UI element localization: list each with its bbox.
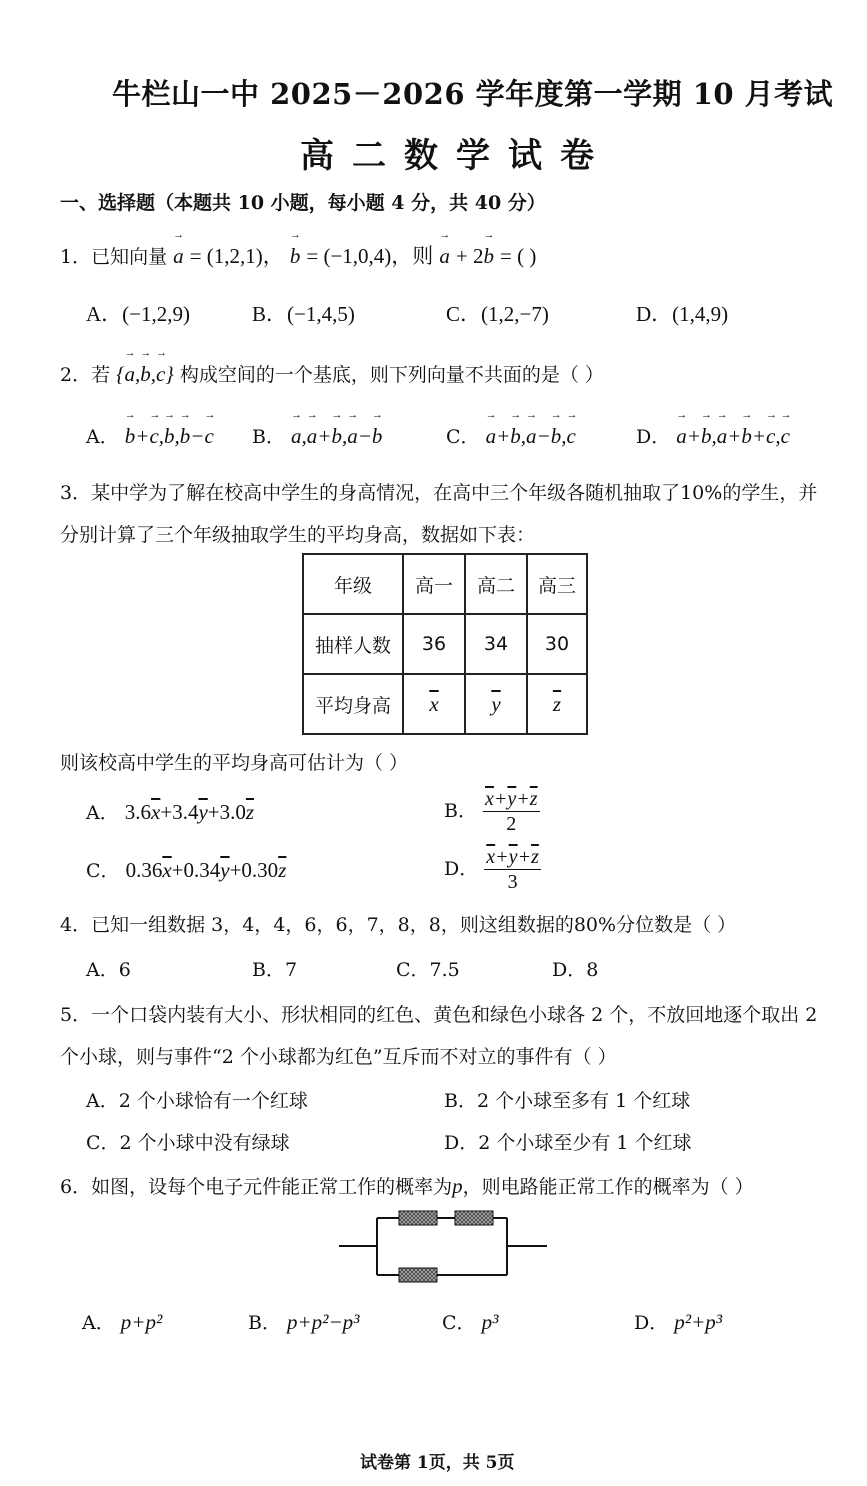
vec-b: → b (484, 244, 495, 269)
option-label: B． (248, 1312, 281, 1334)
option-expr: p³ (481, 1310, 499, 1334)
table-header: 高一 (403, 554, 465, 614)
q2-prefix: 2．若 (60, 364, 111, 386)
q2-option-c[interactable]: C． → a+→ b,→ a−→ b,→ c (446, 422, 576, 449)
fraction: $\frac{\overline{x}+\overline{y}+\overline{z}}{2}$ (485, 788, 538, 835)
vec-a: → a (439, 244, 450, 269)
q6-option-b[interactable] (248, 1308, 359, 1335)
q1-prefix: 1．已知向量 (60, 246, 168, 268)
option-expr: p²+p³ (674, 1310, 723, 1334)
option-label: D． (444, 858, 479, 880)
table-cell: 36 (403, 614, 465, 674)
q6-option-c[interactable] (442, 1308, 498, 1335)
q6-suffix: ，则电路能正常工作的概率为（ ） (462, 1176, 754, 1198)
exam-title: 牛栏山一中 2025－2026 学年度第一学期 10 月考试 (112, 77, 834, 111)
q1-option-a[interactable]: A．(−1,2,9) (86, 302, 190, 326)
q2-option-a[interactable]: A． → b+→ c,→ b,→ b−→ c (86, 422, 214, 449)
q5-option-d[interactable]: D．2 个小球至少有 1 个红球 (444, 1132, 692, 1154)
q2-basis: {→ a,→ b,→ c} (116, 362, 174, 386)
option-label: D． (636, 426, 671, 448)
resistor-3 (399, 1268, 437, 1282)
option-expr: p+p²−p³ (287, 1310, 360, 1334)
q4-option-b[interactable]: B．7 (252, 959, 298, 981)
q1-suffix: = ( ) (500, 244, 537, 268)
q5-option-a[interactable]: A．2 个小球恰有一个红球 (86, 1090, 308, 1112)
question-5-line2: 个小球，则与事件“2 个小球都为红色”互斥而不对立的事件有（ ） (60, 1046, 617, 1068)
table-cell: 平均身高 (303, 674, 403, 734)
table-cell: 30 (527, 614, 587, 674)
fraction: $\frac{\overline{x}+\overline{y}+\overline{z}}{3}$ (486, 846, 539, 893)
question-3-ask: 则该校高中学生的平均身高可估计为（ ） (60, 752, 409, 774)
question-2 (60, 360, 604, 387)
q6-option-d[interactable] (634, 1308, 722, 1335)
option-label: A． (86, 802, 119, 824)
q5-option-b[interactable]: B．2 个小球至多有 1 个红球 (444, 1090, 691, 1112)
q1-option-c[interactable]: C．(1,2,−7) (446, 302, 549, 326)
q3-option-a[interactable]: A． $3.6\overline{x}+3.4\overline{y}+3.0\overline{z}$ (86, 800, 255, 824)
option-label: C． (442, 1312, 476, 1334)
table-cell: $\overline{y}$ (465, 674, 527, 734)
question-5-line1: 5．一个口袋内装有大小、形状相同的红色、黄色和绿色小球各 2 个，不放回地逐个取出 2 (60, 1004, 818, 1026)
question-1 (60, 240, 536, 270)
q2-option-b[interactable]: B． → a,→ a+→ b,→ a−→ b (252, 422, 382, 449)
q2-suffix: 构成空间的一个基底，则下列向量不共面的是（ ） (179, 364, 604, 386)
exam-subtitle: 高二数学试卷 (300, 136, 612, 176)
table-cell: 抽样人数 (303, 614, 403, 674)
table-header: 高三 (527, 554, 587, 614)
q1-b-value: = (−1,0,4)，则 (306, 244, 434, 268)
q3-option-d[interactable] (444, 846, 541, 894)
page-footer: 试卷第 1页，共 5页 (360, 1453, 515, 1473)
option-label: B． (444, 800, 477, 822)
q6-prefix: 6．如图，设每个电子元件能正常工作的概率为 (60, 1176, 453, 1198)
resistor-2 (455, 1211, 493, 1225)
vec-a: → a (173, 244, 184, 269)
q2-option-d[interactable]: D． → a+→ b,→ a+→ b+→ c,→ c (636, 422, 790, 449)
q1-expr: + 2 (455, 244, 484, 268)
option-label: A． (82, 1312, 115, 1334)
q5-option-c[interactable]: C．2 个小球中没有绿球 (86, 1132, 290, 1154)
option-label: C． (86, 860, 120, 882)
vec-b: → b (290, 244, 301, 269)
table-cell: $\overline{x}$ (403, 674, 465, 734)
height-table (302, 553, 588, 735)
section-heading: 一、选择题（本题共 10 小题，每小题 4 分，共 40 分） (60, 192, 546, 214)
table-header: 高二 (465, 554, 527, 614)
q4-option-a[interactable]: A．6 (86, 959, 131, 981)
circuit-diagram (335, 1205, 550, 1285)
table-header: 年级 (303, 554, 403, 614)
option-expr: p+p² (120, 1310, 163, 1334)
q6-option-a[interactable] (82, 1308, 162, 1335)
q1-option-b[interactable]: B．(−1,4,5) (252, 302, 355, 326)
question-4: 4．已知一组数据 3，4，4，6，6，7，8，8，则这组数据的80%分位数是（ ） (60, 914, 737, 936)
resistor-1 (399, 1211, 437, 1225)
question-6 (60, 1172, 754, 1199)
q1-option-d[interactable]: D．(1,4,9) (636, 302, 729, 326)
q4-option-c[interactable]: C．7.5 (396, 959, 460, 981)
q1-a-value: = (1,2,1)， (189, 244, 284, 268)
q3-option-c[interactable]: C． $0.36\overline{x}+0.34\overline{y}+0.30\overline{z}$ (86, 858, 287, 882)
q4-option-d[interactable]: D．8 (552, 959, 599, 981)
option-label: C． (446, 426, 480, 448)
table-cell: $\overline{z}$ (527, 674, 587, 734)
question-3-line2: 分别计算了三个年级抽取学生的平均身高，数据如下表： (60, 524, 536, 546)
table-cell: 34 (465, 614, 527, 674)
q6-var: p (452, 1174, 463, 1198)
option-label: A． (86, 426, 119, 448)
option-label: D． (634, 1312, 669, 1334)
option-label: B． (252, 426, 285, 448)
q3-option-b[interactable] (444, 788, 540, 836)
question-3-line1: 3．某中学为了解在校高中学生的身高情况，在高中三个年级各随机抽取了10%的学生，并 (60, 482, 818, 504)
